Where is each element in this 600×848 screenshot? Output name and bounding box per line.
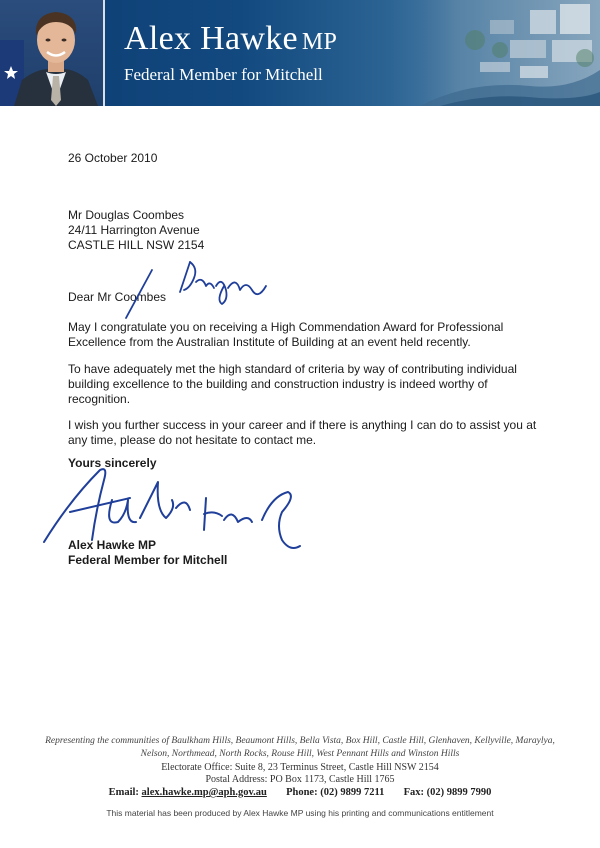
- phone-label: Phone:: [286, 787, 318, 798]
- fax-value: (02) 9899 7990: [426, 787, 492, 798]
- handwritten-signature: [44, 469, 300, 548]
- signer-title: Federal Member for Mitchell: [68, 553, 228, 567]
- recipient-street: 24/11 Harrington Avenue: [68, 223, 200, 237]
- signer-name: Alex Hawke MP: [68, 538, 157, 552]
- email-label: Email:: [108, 787, 139, 798]
- recipient-suburb: CASTLE HILL NSW 2154: [68, 238, 205, 252]
- fax-label: Fax:: [403, 787, 425, 798]
- paragraph-congratulations: May I congratulate you on receiving a High Commendation Award for Professional Excellence from the Australian Institute of Building at an event held recently.: [68, 320, 504, 349]
- footer-postal-address: Postal Address: PO Box 1173, Castle Hill 1765: [205, 774, 395, 785]
- paragraph-recognition: To have adequately met the high standard of criteria by way of contributing individual building excellence to the building and construction industry is indeed worthy of recognition.: [68, 362, 517, 406]
- closing: Yours sincerely: [68, 456, 157, 470]
- handwritten-first-name-signature: [126, 262, 266, 318]
- footer-electorate-office: Electorate Office: Suite 8, 23 Terminus Street, Castle Hill NSW 2154: [161, 762, 439, 773]
- footer-notice: This material has been produced by Alex Hawke MP using his printing and communications entitlement: [106, 808, 494, 818]
- member-suffix: MP: [301, 29, 338, 55]
- paragraph-well-wishes: I wish you further success in your career and if there is anything I can do to assist you at any time, please do not hesitate to contact me.: [68, 418, 537, 447]
- salutation: Dear Mr Coombes: [68, 290, 167, 304]
- footer-communities: Representing the communities of Baulkham Hills, Beaumont Hills, Bella Vista, Box Hill, Castle Hill, Glenhaven, Kellyville, Maraylya, Nelson, Northmead, North Rocks, Rouse Hill, West Pennant Hills and Winston Hills: [45, 736, 555, 759]
- member-name: Alex Hawke: [124, 20, 298, 57]
- phone-value: (02) 9899 7211: [320, 787, 385, 798]
- email-link[interactable]: alex.hawke.mp@aph.gov.au: [141, 787, 267, 798]
- letter-date: 26 October 2010: [68, 151, 158, 165]
- recipient-name: Mr Douglas Coombes: [68, 208, 185, 222]
- footer-contact: [0, 786, 600, 799]
- member-subtitle: Federal Member for Mitchell: [124, 65, 323, 84]
